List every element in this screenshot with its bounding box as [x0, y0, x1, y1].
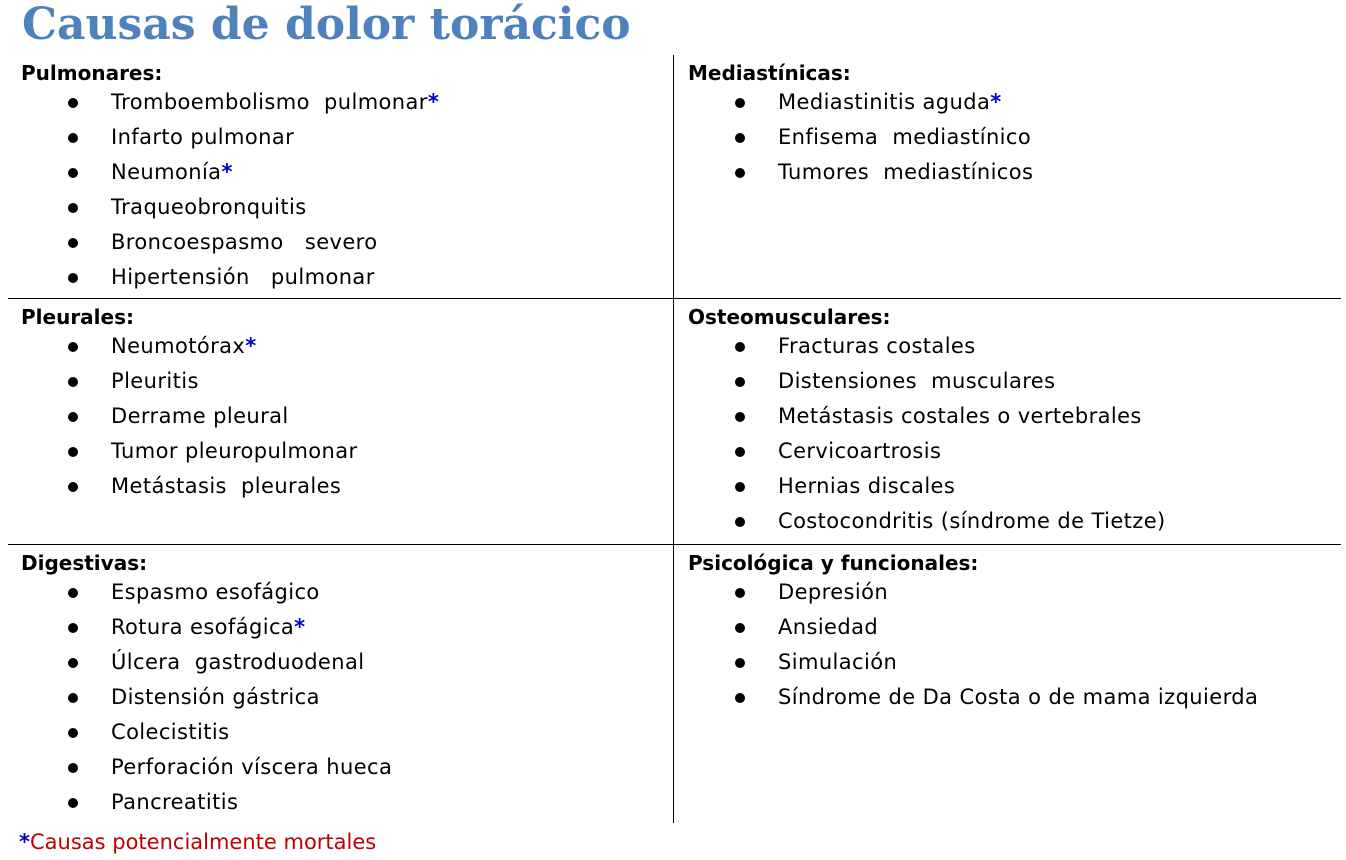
cause-list [21, 85, 671, 295]
cause-text: Traqueobronquitis [111, 195, 307, 219]
list-item [688, 399, 1338, 434]
cause-text: Síndrome de Da Costa o de mama izquierda [778, 685, 1259, 709]
section-heading: Psicológica y funcionales: [688, 551, 979, 575]
footnote-text: Causas potencialmente mortales [29, 830, 377, 854]
mortal-cause-asterisk: * [294, 615, 306, 639]
row-divider [8, 544, 1341, 545]
cause-text: Derrame pleural [111, 404, 289, 428]
footnote-asterisk: * [19, 830, 30, 854]
list-item [21, 645, 671, 680]
list-item [21, 680, 671, 715]
list-item [21, 260, 671, 295]
list-item [688, 364, 1338, 399]
section-osteomusculares [688, 305, 1338, 539]
cause-list [21, 329, 671, 504]
list-item [688, 610, 1338, 645]
section-heading: Pleurales: [21, 305, 134, 329]
list-item [688, 469, 1338, 504]
section-heading: Pulmonares: [21, 61, 163, 85]
list-item [688, 85, 1338, 120]
list-item [688, 575, 1338, 610]
list-item [21, 399, 671, 434]
cause-text: Perforación víscera hueca [111, 755, 393, 779]
list-item [21, 750, 671, 785]
section-heading: Osteomusculares: [688, 305, 891, 329]
list-item [21, 434, 671, 469]
cause-text: Distensiones musculares [778, 369, 1056, 393]
section-digestivas [21, 551, 671, 820]
row-divider [8, 298, 1341, 299]
cause-text: Colecistitis [111, 720, 230, 744]
section-heading: Mediastínicas: [688, 61, 851, 85]
cause-text: Metástasis pleurales [111, 474, 342, 498]
cause-text: Ansiedad [778, 615, 879, 639]
list-item [688, 329, 1338, 364]
list-item [21, 225, 671, 260]
mortal-cause-asterisk: * [245, 334, 257, 358]
cause-text: Simulación [778, 650, 898, 674]
list-item [21, 120, 671, 155]
list-item [688, 434, 1338, 469]
section-pulmonares [21, 61, 671, 295]
cause-text: Fracturas costales [778, 334, 976, 358]
cause-list [21, 575, 671, 820]
section-psicologica-funcionales [688, 551, 1338, 715]
list-item [688, 120, 1338, 155]
list-item [21, 785, 671, 820]
mortal-cause-asterisk: * [427, 90, 440, 114]
section-mediastinicas [688, 61, 1338, 190]
cause-text: Broncoespasmo severo [111, 230, 378, 254]
page-title: Causas de dolor torácico [22, 0, 631, 50]
cause-text: Cervicoartrosis [778, 439, 942, 463]
list-item [688, 155, 1338, 190]
cause-list [688, 575, 1338, 715]
cause-list [688, 329, 1338, 539]
list-item [21, 364, 671, 399]
cause-list [688, 85, 1338, 190]
cause-text: Mediastinitis aguda [778, 90, 991, 114]
list-item [21, 575, 671, 610]
list-item [688, 504, 1338, 539]
cause-text: Distensión gástrica [111, 685, 320, 709]
cause-text: Tumor pleuropulmonar [111, 439, 358, 463]
cause-text: Rotura esofágica [111, 615, 295, 639]
mortal-cause-asterisk: * [221, 160, 233, 184]
cause-text: Depresión [778, 580, 889, 604]
list-item [21, 85, 671, 120]
column-divider [673, 55, 674, 823]
cause-text: Neumotórax [111, 334, 246, 358]
cause-text: Hernias discales [778, 474, 956, 498]
cause-text: Metástasis costales o vertebrales [778, 404, 1142, 428]
list-item [688, 680, 1338, 715]
list-item [21, 190, 671, 225]
footnote [19, 828, 376, 856]
cause-text: Espasmo esofágico [111, 580, 320, 604]
cause-text: Hipertensión pulmonar [111, 265, 375, 289]
cause-text: Úlcera gastroduodenal [111, 650, 365, 674]
section-heading: Digestivas: [21, 551, 148, 575]
cause-text: Tromboembolismo pulmonar [111, 90, 428, 114]
list-item [21, 715, 671, 750]
list-item [21, 469, 671, 504]
list-item [21, 155, 671, 190]
cause-text: Infarto pulmonar [111, 125, 295, 149]
list-item [21, 329, 671, 364]
section-pleurales [21, 305, 671, 504]
cause-text: Tumores mediastínicos [778, 160, 1034, 184]
cause-text: Enfisema mediastínico [778, 125, 1032, 149]
cause-text: Pleuritis [111, 369, 199, 393]
cause-text: Pancreatitis [111, 790, 239, 814]
mortal-cause-asterisk: * [990, 90, 1002, 114]
cause-text: Costocondritis (síndrome de Tietze) [778, 509, 1166, 533]
list-item [21, 610, 671, 645]
cause-text: Neumonía [111, 160, 222, 184]
list-item [688, 645, 1338, 680]
